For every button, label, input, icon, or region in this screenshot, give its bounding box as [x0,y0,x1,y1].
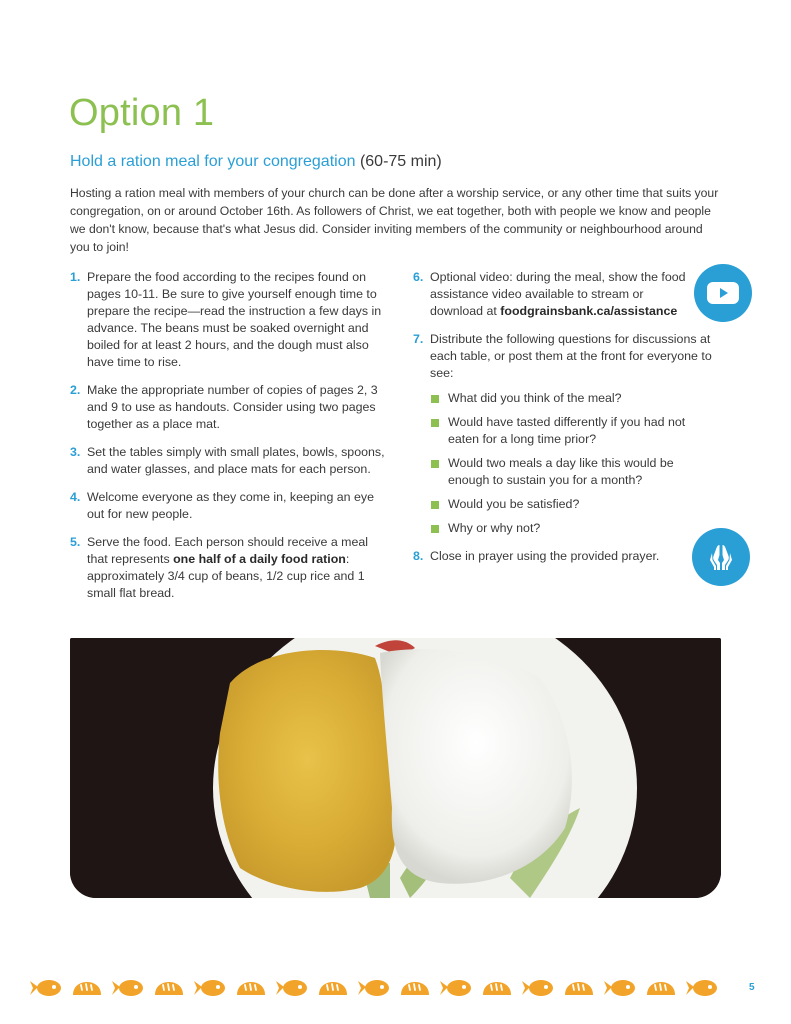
step-text: Welcome everyone as they come in, keeping an eye out for new people. [87,490,374,521]
step-item [70,534,390,602]
ration-emphasis: one half of a daily food ration [173,552,346,566]
bread-icon [399,979,431,997]
step-text [87,535,368,600]
play-button-icon [706,281,740,305]
fish-icon [686,979,718,997]
bullet-square-icon [431,419,439,427]
fish-icon [30,979,62,997]
step-number: 4. [70,490,81,504]
intro-paragraph: Hosting a ration meal with members of your church can be done after a worship service, or any other time that suits your congregation, on or around October 16th. As followers of Christ, we eat together, both with people we know and people we don't know, because that's what Jesus did. Consider inviting members of the community or neighbourhood around you to join! [70,186,719,254]
fish-icon [194,979,226,997]
steps-list-left [70,269,390,613]
section-subtitle [70,153,442,171]
footer-fish-bread-band [30,975,718,1001]
bread-icon [235,979,267,997]
step-text: Distribute the following questions for discussions at each table, or post them at the front for everyone to see: [430,332,712,380]
bread-icon [481,979,513,997]
step-number: 3. [70,445,81,459]
step-item [70,269,390,371]
step-item [413,269,718,320]
bullet-square-icon [431,395,439,403]
step-text-part: Optional video: during the meal, show the food assistance video available to stream or download at [430,270,686,318]
question-item [430,414,718,448]
bullet-square-icon [431,525,439,533]
step-item [413,331,718,537]
video-play-icon [694,264,752,322]
step-number: 5. [70,535,81,549]
step-number: 8. [413,549,424,563]
bread-icon [71,979,103,997]
bread-icon [645,979,677,997]
step-text: Set the tables simply with small plates, bowls, spoons, and water glasses, and place mats for each person. [87,445,385,476]
fish-icon [276,979,308,997]
hands-glyph-icon [707,541,735,573]
step-number: 6. [413,270,424,284]
step-text: Make the appropriate number of copies of pages 2, 3 and 9 to use as handouts. Consider using two pages together as a place mat. [87,383,378,431]
question-item [430,455,718,489]
steps-list-right [413,269,718,576]
step-text: Prepare the food according to the recipes found on pages 10-11. Be sure to give yourself enough time to prepare the recipe—read the instruction a few days in advance. The beans must be soaked overnight and boiled for at least 2 hours, and the dough must also have time to rise. [87,270,382,369]
subtitle-duration: (60-75 min) [355,153,442,170]
fish-icon [358,979,390,997]
step-text [430,270,686,318]
question-text: Would have tasted differently if you had not eaten for a long time prior? [448,415,686,446]
step-number: 7. [413,332,424,346]
step-item [70,489,390,523]
fish-icon [522,979,554,997]
question-text: Why or why not? [448,521,541,535]
bullet-square-icon [431,460,439,468]
step-text-part: Serve the food. Each person should receive a meal that represents [87,535,369,566]
question-item [430,520,718,537]
question-text: Would two meals a day like this would be enough to sustain you for a month? [448,456,674,487]
question-item [430,390,718,407]
fish-icon [604,979,636,997]
fish-icon [440,979,472,997]
praying-hands-icon [692,528,750,586]
meal-photo [70,638,721,898]
step-text-part: : approximately 3/4 cup of beans, 1/2 cup rice and 1 small flat bread. [87,552,365,600]
page-title: Option 1 [69,92,215,134]
step-text: Close in prayer using the provided prayer. [430,549,660,563]
fish-icon [112,979,144,997]
bread-icon [317,979,349,997]
bullet-square-icon [431,501,439,509]
bread-icon [153,979,185,997]
question-text: What did you think of the meal? [448,391,622,405]
step-item [70,382,390,433]
question-text: Would you be satisfied? [448,497,580,511]
discussion-questions [430,390,718,537]
step-item [413,548,718,565]
step-number: 2. [70,383,81,397]
step-item [70,444,390,478]
step-number: 1. [70,270,81,284]
subtitle-main: Hold a ration meal for your congregation [70,153,356,170]
bread-icon [563,979,595,997]
question-item [430,496,718,513]
plate-illustration [70,638,721,898]
page-number: 5 [749,982,755,993]
video-link[interactable]: foodgrainsbank.ca/assistance [500,304,678,318]
